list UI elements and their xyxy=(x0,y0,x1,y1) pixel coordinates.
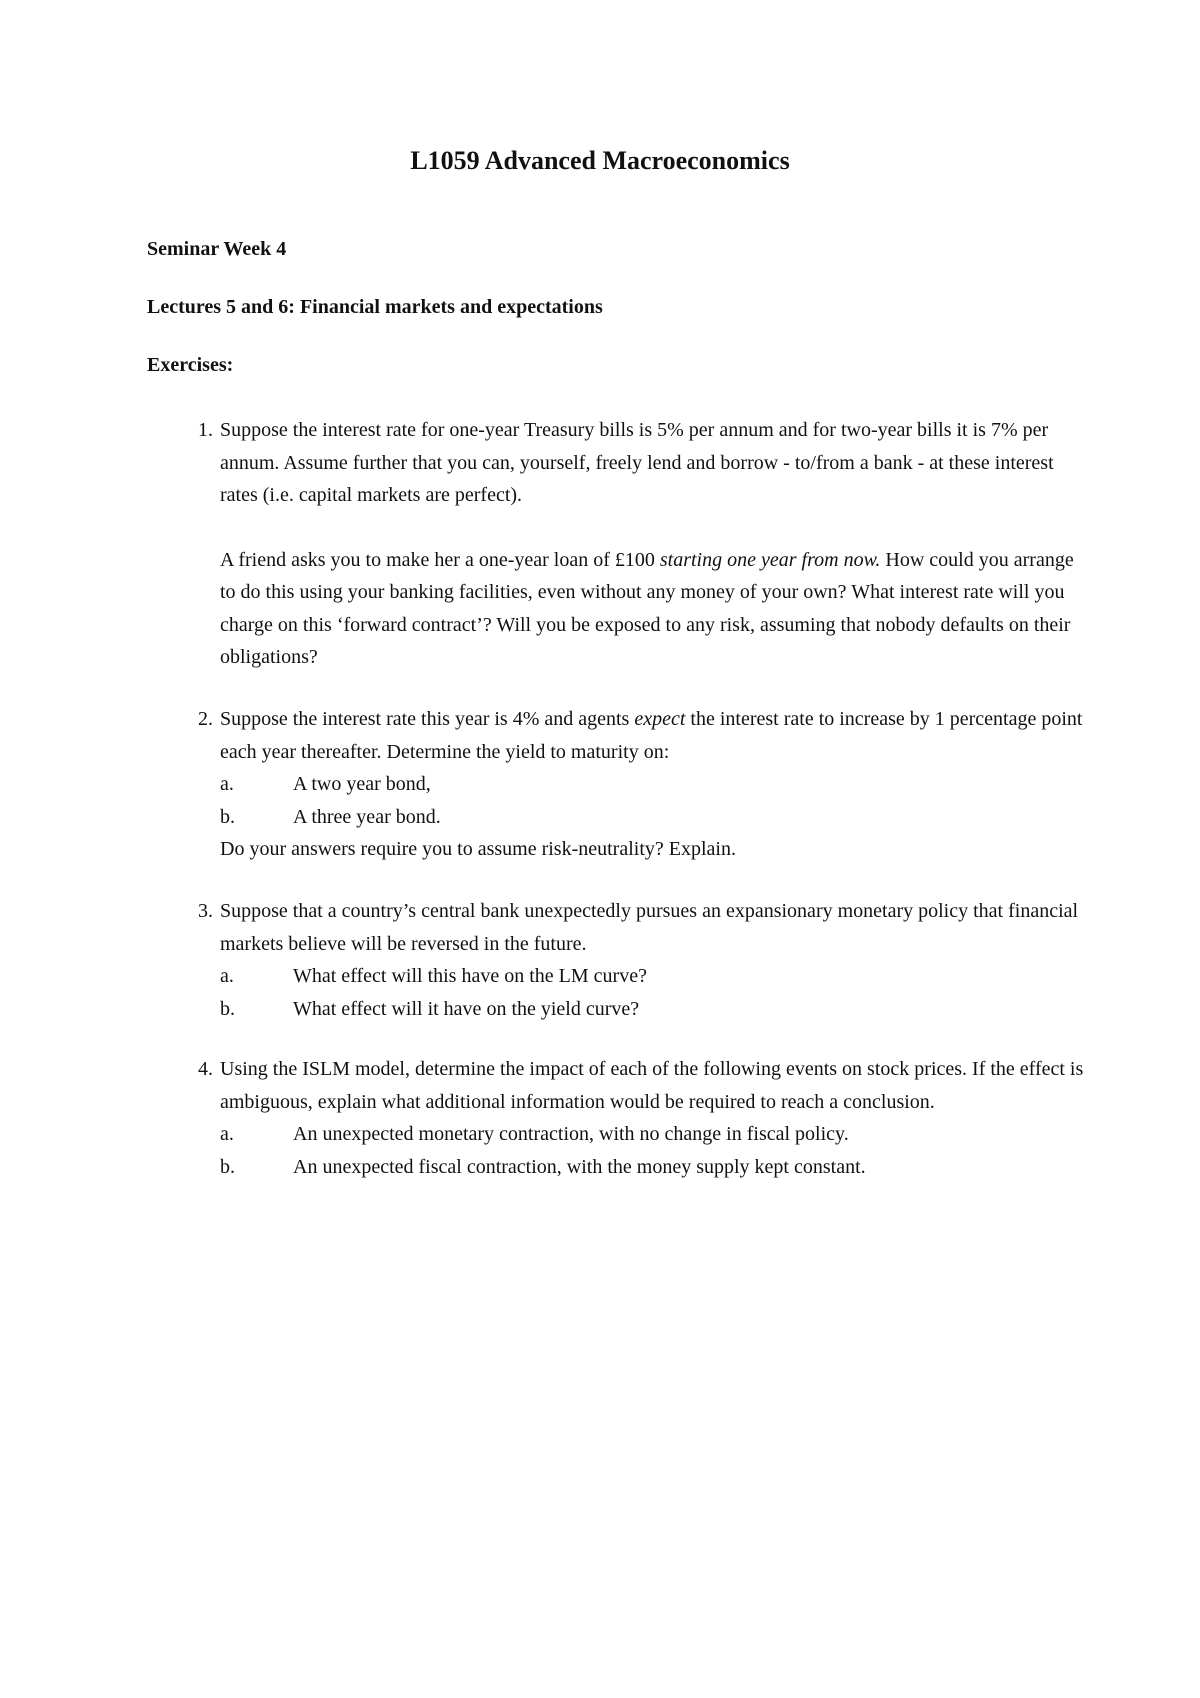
exercise-intro: Using the ISLM model, determine the impact of each of the following events on stock prices. If the effect is ambiguous, explain what additional information would be required to reach a conclusion. xyxy=(220,1058,1084,1113)
italic-text: expect xyxy=(634,708,686,730)
sub-item xyxy=(220,768,1090,801)
exercise-body xyxy=(220,703,1090,866)
exercises-heading: Exercises: xyxy=(147,354,234,376)
sub-item xyxy=(220,1151,1090,1184)
exercise-paragraph: Suppose the interest rate for one-year Treasury bills is 5% per annum and for two-year bills it is 7% per annum. Assume further that you can, yourself, freely lend and borrow - to/from a bank - at these interest rates (i.e. capital markets are perfect). xyxy=(220,419,1054,506)
exercise-number: 1. xyxy=(198,419,213,441)
sub-item-letter: a. xyxy=(220,1123,234,1145)
exercise-number: 4. xyxy=(198,1058,213,1080)
sub-item-letter: a. xyxy=(220,773,234,795)
exercise-body xyxy=(220,895,1090,1025)
italic-text: starting one year from now. xyxy=(659,548,881,571)
seminar-heading: Seminar Week 4 xyxy=(147,238,287,260)
exercise-number: 3. xyxy=(198,900,213,922)
sub-item xyxy=(220,993,1090,1026)
text-run: A friend asks you to make her a one-year loan of £100 xyxy=(220,548,660,571)
exercise-outro: Do your answers require you to assume risk-neutrality? Explain. xyxy=(220,838,736,860)
text-run: Suppose the interest rate this year is 4% and agents xyxy=(220,708,635,730)
exercise-body xyxy=(220,1053,1090,1183)
text-run: How could you arrange to do this using your banking facilities, even without any money of your own? What interest rate will you charge on this ‘forward contract’? Will you be exposed to any risk, assuming that nobody defaults on their obligations? xyxy=(220,548,1074,668)
exercise-paragraph xyxy=(220,544,1090,674)
sub-item xyxy=(220,801,1090,834)
sub-item-text: A three year bond. xyxy=(293,805,441,828)
sub-item-letter: b. xyxy=(220,805,235,828)
exercise-intro: Suppose that a country’s central bank unexpectedly pursues an expansionary monetary policy that financial markets believe will be reversed in the future. xyxy=(220,900,1079,955)
exercise-intro xyxy=(220,703,1090,768)
sub-item-text: What effect will it have on the yield curve? xyxy=(293,997,640,1020)
sub-item-text: What effect will this have on the LM curve? xyxy=(293,965,647,987)
sub-item-text: An unexpected fiscal contraction, with the money supply kept constant. xyxy=(293,1155,866,1178)
lectures-heading: Lectures 5 and 6: Financial markets and expectations xyxy=(147,296,603,318)
sub-item-text: A two year bond, xyxy=(293,773,431,795)
sub-item xyxy=(220,1118,1090,1151)
sub-item-letter: a. xyxy=(220,965,234,987)
document-title: L1059 Advanced Macroeconomics xyxy=(410,146,790,175)
text-run: the interest rate to increase by 1 percentage point each year thereafter. Determine the yield to maturity on: xyxy=(220,708,1083,763)
exercise-number: 2. xyxy=(198,708,213,730)
sub-item-text: An unexpected monetary contraction, with no change in fiscal policy. xyxy=(293,1123,849,1145)
sub-item-letter: b. xyxy=(220,997,235,1020)
exercise-body xyxy=(220,414,1090,674)
sub-item-letter: b. xyxy=(220,1155,235,1178)
sub-item xyxy=(220,960,1090,993)
